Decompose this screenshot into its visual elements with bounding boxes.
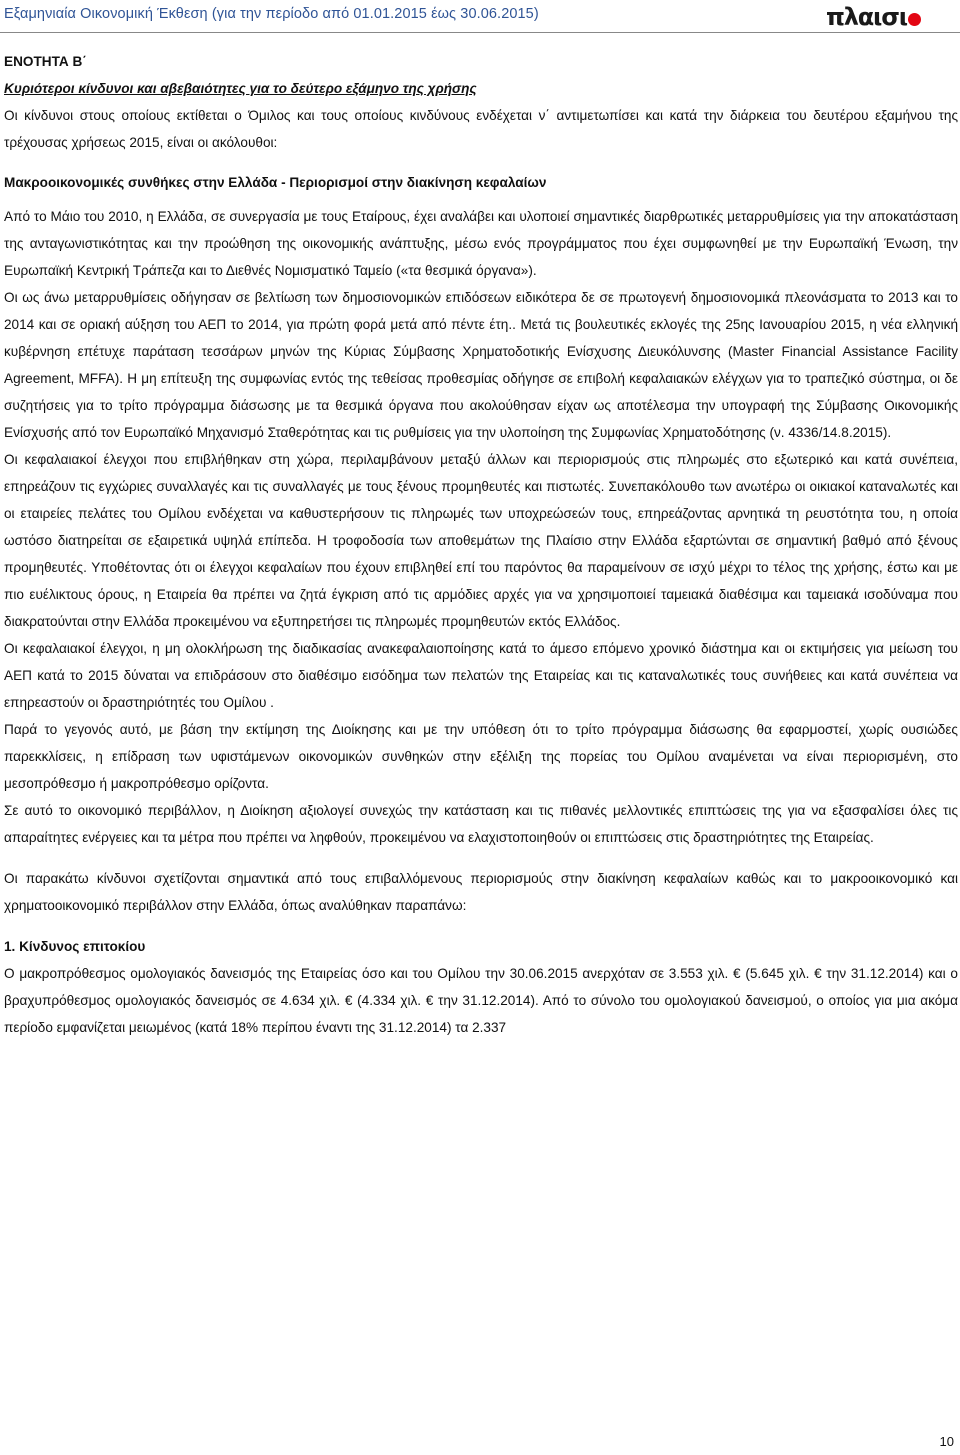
spacer xyxy=(4,919,958,933)
paragraph-capital-controls: Οι κεφαλαιακοί έλεγχοι που επιβλήθηκαν στη χώρα, περιλαμβάνουν μεταξύ άλλων και περιορισμούς στις πληρωμές στο εξωτερικό και κατά συνέπεια, επηρεάζουν τις εγχώριες συναλλαγές και τις συναλλαγές με τους ξένους προμηθευτές και πιστωτές. Συνεπακόλουθο των ανωτέρω οι οικιακοί καταναλωτές και οι εταιρείες πελάτες του Ομίλου ενδέχεται να καθυστερήσουν τις πληρωμές των υποχρεώσεών τους, επηρεάζοντας αρνητικά τη ρευστότητα του, η οποία ωστόσο διατηρείται σε εξαιρετικά υψηλά επίπεδα. Η τροφοδοσία των αποθεμάτων της Πλαίσιο στην Ελλάδα εξαρτώνται σε σημαντική βαθμό από ξένους προμηθευτές. Υποθέτοντας ότι οι έλεγχοι κεφαλαίων που έχουν επιβληθεί επί του παρόντος θα παραμείνουν σε ισχύ μέχρι το τέλος της χρήσης, έστω και με πιο ευέλικτους όρους, η Εταιρεία θα πρέπει να ζητά έγκριση από τις αρμόδιες αρχές για να χρησιμοποιεί ταμειακά διαθέσιμα και ταμειακά ισοδύναμα που διακρατούνται στην Ελλάδα προκειμένου να εξυπηρετήσει τις πληρωμές προμηθευτών εκτός Ελλάδος. xyxy=(4,452,958,629)
document-body xyxy=(4,48,958,1041)
logo-text: πλαισι xyxy=(826,3,907,31)
paragraph-recapitalisation: Οι κεφαλαιακοί έλεγχοι, η μη ολοκλήρωση της διαδικασίας ανακεφαλαιοποίησης κατά το άμεσο επόμενο χρονικό διάστημα και οι εκτιμήσεις για μείωση του ΑΕΠ κατά το 2015 δύναται να επιδράσουν στο διαθέσιμο εισόδημα των πελατών της Εταιρείας και τις καταναλωτικές τους συνήθειες και κατά συνέπεια να επηρεαστούν οι δραστηριότητές του Ομίλου . xyxy=(4,641,958,710)
page-number: 10 xyxy=(939,1434,954,1449)
paragraph-management-assessment: Σε αυτό το οικονομικό περιβάλλον, η Διοίκηση αξιολογεί συνεχώς την κατάσταση και τις πιθανές μελλοντικές επιπτώσεις της για να εξασφαλίσει όλες τις απαραίτητες ενέργειες και τα μέτρα που πρέπει να ληφθούν, προκειμένου να ελαχιστοποιηθούν οι επιπτώσεις στις δραστηριότητες της Εταιρείας. xyxy=(4,803,958,845)
report-title: Εξαμηνιαία Οικονομική Έκθεση (για την περίοδο από 01.01.2015 έως 30.06.2015) xyxy=(4,6,539,22)
intro-paragraph: Οι κίνδυνοι στους οποίους εκτίθεται ο Όμιλος και τους οποίους κινδύνους ενδέχεται ν΄ αντιμετωπίσει και κατά την διάρκεια του δευτέρου εξαμήνου της τρέχουσας χρήσεως 2015, είναι οι ακόλουθοι: xyxy=(4,108,958,150)
paragraph-interest-rate-risk: Ο μακροπρόθεσμος ομολογιακός δανεισμός της Εταιρείας όσο και του Ομίλου την 30.06.2015 ανερχόταν σε 3.553 χιλ. € (5.645 χιλ. € την 31.12.2014) και ο βραχυπρόθεσμος ομολογιακός δανεισμός σε 4.634 χιλ. € (4.334 χιλ. € την 31.12.2014). Από το σύνολο του ομολογιακού δανεισμού, ο οποίος για μια ακόμα περίοδο εμφανίζεται μειωμένος (κατά 18% περίπου έναντι της 31.12.2014) τα 2.337 xyxy=(4,966,958,1035)
paragraph-reforms: Από το Μάιο του 2010, η Ελλάδα, σε συνεργασία με τους Εταίρους, έχει αναλάβει και υλοποιεί σημαντικές διαρθρωτικές μεταρρυθμίσεις για την αποκατάσταση της ανταγωνιστικότητας και την προώθηση της οικονομικής ανάπτυξης, μέσω ενός προγράμματος που έχει συμφωνηθεί με την Ευρωπαϊκή Ένωση, την Ευρωπαϊκή Κεντρική Τράπεζα και το Διεθνές Νομισματικό Ταμείο («τα θεσμικά όργανα»). xyxy=(4,209,958,278)
risk-heading-interest-rate: 1. Κίνδυνος επιτοκίου xyxy=(4,939,146,954)
section-subtitle: Κυριότεροι κίνδυνοι και αβεβαιότητες για το δεύτερο εξάμηνο της χρήσης xyxy=(4,81,477,96)
plaisio-logo xyxy=(826,4,956,30)
paragraph-risks-intro: Οι παρακάτω κίνδυνοι σχετίζονται σημαντικά από τους επιβαλλόμενους περιορισμούς στην διακίνηση κεφαλαίων καθώς και το μακροοικονομικό και χρηματοοικονομικό περιβάλλον στην Ελλάδα, όπως αναλύθηκαν παραπάνω: xyxy=(4,871,958,913)
section-heading: ΕΝΟΤΗΤΑ Β΄ xyxy=(4,54,87,69)
spacer xyxy=(4,851,958,865)
logo-dot-icon xyxy=(908,13,921,26)
paragraph-management-estimate: Παρά το γεγονός αυτό, με βάση την εκτίμηση της Διοίκησης και με την υπόθεση ότι το τρίτο πρόγραμμα διάσωσης θα εφαρμοστεί, χωρίς ουσιώδες παρεκκλίσεις, η επίδραση των υφιστάμενων οικονομικών συνθηκών στην εξέλιξη της πορείας του Ομίλου αναμένεται να είναι περιορισμένη, στο μεσοπρόθεσμο ή μακροπρόθεσμο ορίζοντα. xyxy=(4,722,958,791)
page-header xyxy=(0,0,960,36)
topic-heading: Μακροοικονομικές συνθήκες στην Ελλάδα - Περιορισμοί στην διακίνηση κεφαλαίων xyxy=(4,175,547,190)
paragraph-developments: Οι ως άνω μεταρρυθμίσεις οδήγησαν σε βελτίωση των δημοσιονομικών επιδόσεων ειδικότερα δε σε πρωτογενή δημοσιονομικά πλεονάσματα το 2013 και το 2014 και σε οριακή αύξηση του ΑΕΠ το 2014, για πρώτη φορά μετά από πέντε έτη.. Μετά τις βουλευτικές εκλογές της 25ης Ιανουαρίου 2015, η νέα ελληνική κυβέρνηση επέτυχε παράταση τεσσάρων μηνών της Κύριας Σύμβασης Χρηματοδοτικής Ενίσχυσης Διευκόλυνσης (Master Financial Assistance Facility Agreement, MFFA). Η μη επίτευξη της συμφωνίας εντός της τεθείσας προθεσμίας οδήγησε σε επιβολή κεφαλαιακών ελέγχων για το τραπεζικό σύστημα, οι δε συζητήσεις για το τρίτο πρόγραμμα διάσωσης με τα θεσμικά όργανα που ακολούθησαν είχαν ως αποτέλεσμα την υπογραφή της Σύμβασης Οικονομικής Ενίσχυσής από τον Ευρωπαϊκό Μηχανισμό Σταθερότητας και τις ρυθμίσεις για την υλοποίηση της Συμφωνίας Χρηματοδότησης (ν. 4336/14.8.2015). xyxy=(4,290,958,440)
spacer xyxy=(4,196,958,203)
header-divider xyxy=(0,32,960,33)
